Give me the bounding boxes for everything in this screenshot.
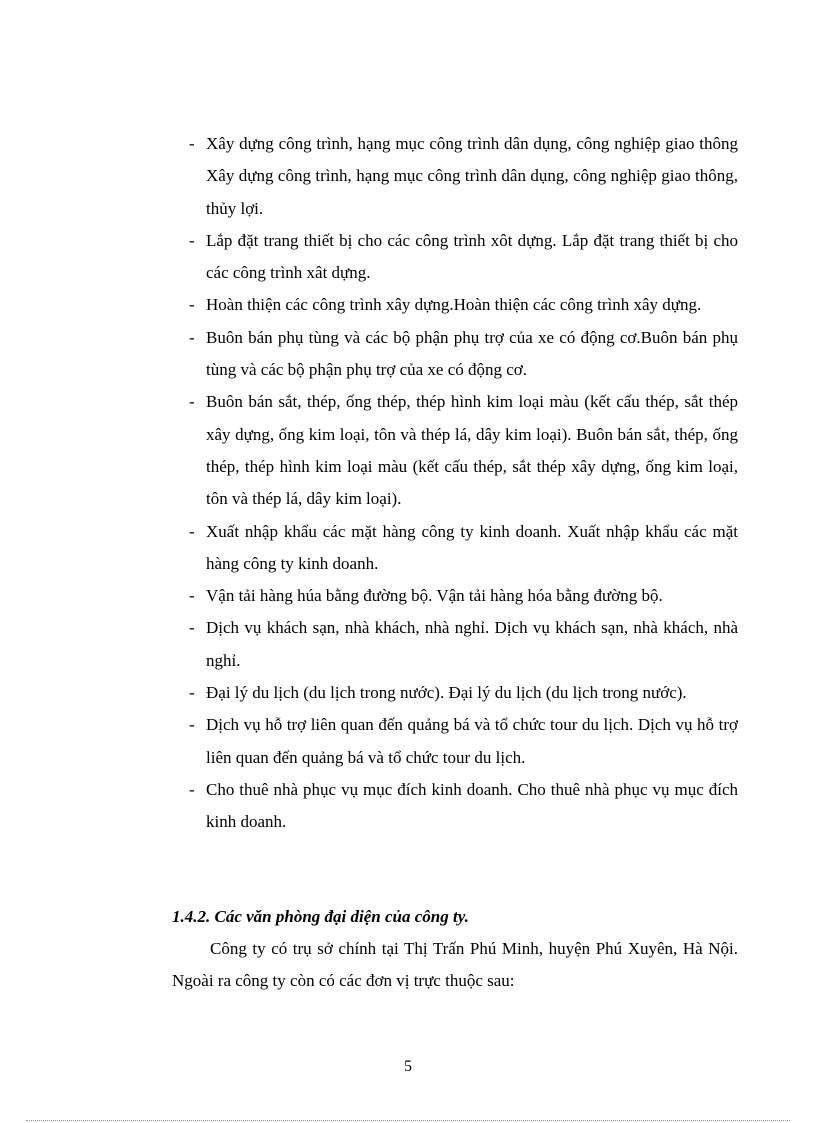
list-item-text: Dịch vụ khách sạn, nhà khách, nhà nghỉ. Dịch vụ khách sạn, nhà khách, nhà nghỉ. bbox=[206, 618, 738, 670]
list-dash: - bbox=[189, 392, 195, 412]
business-lines-list bbox=[186, 128, 738, 839]
list-item-text: Xuất nhập khẩu các mặt hàng công ty kinh doanh. Xuất nhập khẩu các mặt hàng công ty kinh doanh. bbox=[206, 521, 738, 573]
list-item bbox=[186, 774, 738, 839]
list-item bbox=[186, 709, 738, 774]
page-number: 5 bbox=[404, 1058, 412, 1075]
list-item bbox=[186, 225, 738, 290]
list-dash: - bbox=[189, 586, 195, 606]
list-item bbox=[186, 580, 738, 612]
list-item bbox=[186, 516, 738, 581]
list-item bbox=[186, 677, 738, 709]
list-item bbox=[186, 128, 738, 225]
list-dash: - bbox=[189, 327, 195, 347]
list-item-text: Đại lý du lịch (du lịch trong nước). Đại lý du lịch (du lịch trong nước). bbox=[206, 683, 687, 703]
list-item-text: Buôn bán phụ tùng và các bộ phận phụ trợ của xe có động cơ.Buôn bán phụ tùng và các bộ phận phụ trợ của xe có động cơ. bbox=[206, 327, 738, 380]
list-dash: - bbox=[189, 779, 195, 799]
page-bottom-divider bbox=[26, 1120, 790, 1121]
list-item-text: Cho thuê nhà phục vụ mục đích kinh doanh. Cho thuê nhà phục vụ mục đích kinh doanh. bbox=[206, 779, 738, 832]
list-item bbox=[186, 386, 738, 515]
section-heading: 1.4.2. Các văn phòng đại diện của công ty. bbox=[172, 907, 469, 926]
list-item-text: Vận tải hàng húa bằng đường bộ. Vận tải hàng hóa bằng đường bộ. bbox=[206, 586, 663, 606]
list-item-text: Hoàn thiện các công trình xây dựng.Hoàn thiện các công trình xây dựng. bbox=[206, 295, 702, 315]
list-dash: - bbox=[189, 295, 195, 315]
list-item bbox=[186, 322, 738, 387]
list-item bbox=[186, 289, 738, 321]
list-dash: - bbox=[189, 521, 195, 541]
list-dash: - bbox=[189, 230, 195, 250]
list-item-text: Buôn bán sắt, thép, ống thép, thép hình kim loại màu (kết cấu thép, sắt thép xây dựng, ống kim loại, tôn và thép lá, dây kim loại). Buôn bán sắt, thép, ống thép, thép hình kim loại màu (kết cấu thép, sắt thép xây dựng, ống kim loại, tôn và thép lá, dây kim loại). bbox=[206, 392, 738, 509]
list-dash: - bbox=[189, 715, 195, 735]
list-item-text: Xây dựng công trình, hạng mục công trình dân dụng, công nghiệp giao thông Xây dựng công trình, hạng mục công trình dân dụng, công nghiệp giao thông, thủy lợi. bbox=[206, 134, 738, 218]
section-paragraph: Công ty có trụ sở chính tại Thị Trấn Phú Minh, huyện Phú Xuyên, Hà Nội. Ngoài ra công ty còn có các đơn vị trực thuộc sau: bbox=[172, 939, 738, 991]
list-item bbox=[186, 612, 738, 677]
list-dash: - bbox=[189, 683, 195, 703]
list-item-text: Dịch vụ hỗ trợ liên quan đến quảng bá và tổ chức tour du lịch. Dịch vụ hỗ trợ liên quan đến quảng bá và tổ chức tour du lịch. bbox=[206, 715, 738, 767]
list-dash: - bbox=[189, 618, 195, 638]
list-dash: - bbox=[189, 134, 195, 153]
list-item-text: Lắp đặt trang thiết bị cho các công trình xôt dựng. Lắp đặt trang thiết bị cho các công trình xât dựng. bbox=[206, 230, 738, 283]
